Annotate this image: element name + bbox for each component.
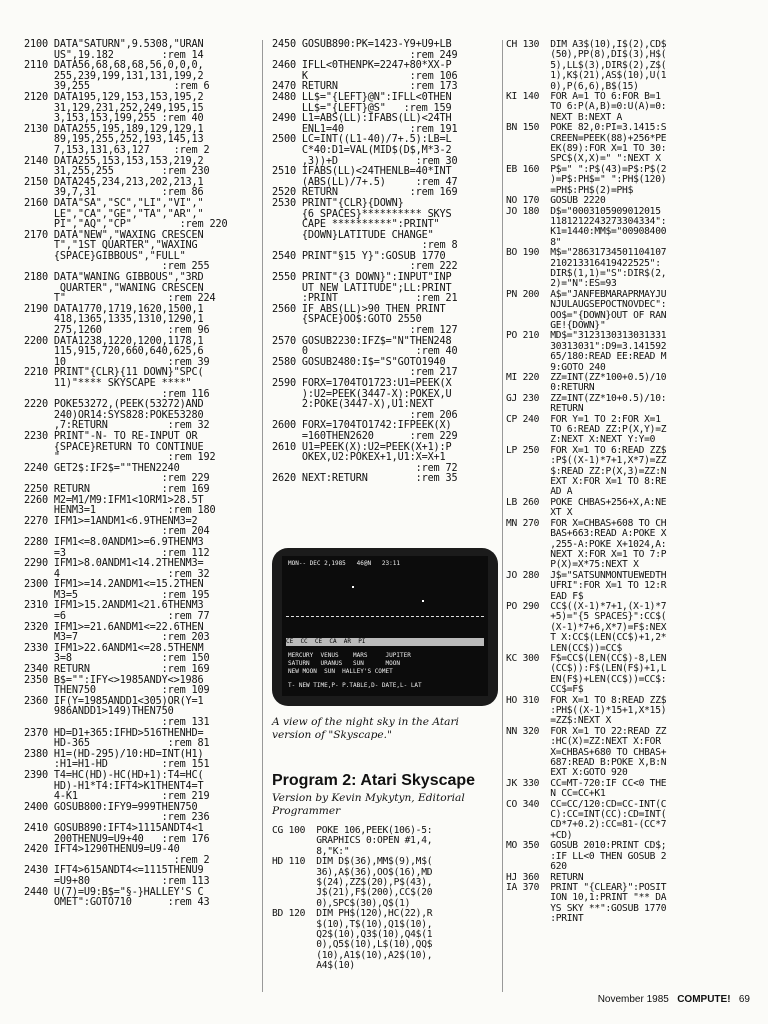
code-line: :rem 217: [272, 367, 458, 379]
code-line: GJ 230 ZZ=INT(ZZ*10+0.5)/10:: [506, 392, 667, 404]
code-line: C):CC=INT(CC):CD=INT(: [506, 809, 667, 821]
code-line: :rem 236: [24, 812, 210, 824]
code-line: 7,153,131,63,127 :rem 2: [24, 144, 210, 156]
code-line: EB 160 P$=" ":P$(43)=P$:P$(2: [506, 163, 667, 175]
code-line: 2310 IFM1>15.2ANDM1<21.6THENM3: [24, 600, 204, 612]
code-line: 0),P(6,6),B$(15): [506, 80, 639, 92]
code-line: JO 180 D$="0003105909012015: [506, 205, 661, 217]
code-line: HD 110 DIM D$(36),MM$(9),M$(: [272, 856, 433, 868]
code-line: {6 SPACES}********** SKYS: [272, 208, 452, 220]
code-line: 2110 DATA56,68,68,68,56,0,0,0,: [24, 60, 204, 72]
code-line: 0),Q5$(10),L$(10),QQ$: [272, 939, 433, 951]
code-line: 2180 DATA"WANING GIBBOUS","3RD: [24, 272, 204, 284]
code-line: MN 270 FOR X=CHBAS+608 TO CH: [506, 517, 667, 529]
code-line: 31,129,231,252,249,195,15: [24, 102, 204, 114]
code-line: :rem 72: [272, 462, 458, 474]
code-line: +CD): [506, 829, 573, 841]
code-line: ,3))+D :rem 30: [272, 155, 458, 167]
code-line: 687:READ B:POKE X,B:N: [506, 757, 667, 769]
code-line: :rem 8: [272, 240, 458, 252]
code-line: 2)="N":ES=93: [506, 278, 617, 290]
code-line: BAS+663:READ A:POKE X: [506, 528, 667, 540]
program-author: Version by Kevin Mykytyn, Editorial Programmer: [272, 792, 465, 817]
code-line: :HC(X)=ZZ:NEXT X:FOR: [506, 736, 661, 748]
code-line: CD*7+0.2):CC=81-(CC*7: [506, 819, 667, 831]
code-line: CC$=F$: [506, 684, 584, 696]
code-line: (ABS(LL)/7+.5) :rem 47: [272, 176, 458, 188]
code-line: 2270 IFM1>=1ANDM1<6.9THENM3=2: [24, 515, 198, 527]
code-line: C*40:D1=VAL(MID$(D$,M*3-2: [272, 144, 452, 156]
page-number: 69: [738, 994, 750, 1005]
code-line: N CC=CC+K1: [506, 788, 606, 800]
code-line: JO 280 J$="SATSUNMONTUEWEDTH: [506, 569, 667, 581]
code-line: 30313031":D9=3.141592: [506, 340, 667, 352]
code-line: 2520 RETURN :rem 169: [272, 187, 458, 199]
horizon-line: [286, 616, 484, 617]
code-line: 2550 PRINT"{3 DOWN}":INPUT"INP: [272, 272, 452, 284]
code-line: 1),K$(21),AS$(10),U(1: [506, 70, 667, 82]
code-line: K :rem 106: [272, 70, 458, 82]
star-dot: [422, 600, 424, 602]
code-line: =PH$:PH$(2)=PH$: [506, 184, 634, 196]
code-line: JK 330 CC=MT-720:IF CC<0 THE: [506, 777, 667, 789]
code-line: CAPE **********":PRINT": [272, 219, 440, 231]
code-line: CREEN=PEEK(88)+256*PE: [506, 132, 667, 144]
code-line: ,7:RETURN :rem 32: [24, 420, 210, 432]
code-line: :PRINT :rem 21: [272, 293, 458, 305]
code-line: :rem 116: [24, 388, 210, 400]
code-line: 2610 U1=PEEK(X):U2=PEEK(X+1):P: [272, 441, 452, 453]
code-line: 65/180:READ EE:READ M: [506, 351, 667, 363]
code-line: )=P$:PH$=" ":PH$(120): [506, 174, 667, 186]
code-line: 620: [506, 861, 567, 873]
code-line: 2170 DATA"NEW","WAXING CRESCEN: [24, 229, 204, 241]
code-line: TO 6:READ ZZ:P(X,Y)=Z: [506, 424, 667, 436]
code-line: CP 240 FOR Y=1 TO 2:FOR X=1: [506, 413, 661, 425]
code-line: OKEX,U2:POKEX+1,U1:X=X+1: [272, 452, 446, 464]
code-line: 0),SPC$(30),Q$(1): [272, 897, 411, 909]
code-line: LL$="{LEFT}@S" :rem 159: [272, 102, 452, 114]
screen-legend-3: NEW MOON SUN HALLEY'S COMET: [288, 668, 393, 675]
code-line: LE","CA","GE","TA","AR",": [24, 208, 204, 220]
code-line: :H1=H1-HD :rem 151: [24, 759, 210, 771]
code-line: LP 250 FOR X=1 TO 6:READ ZZ$: [506, 444, 667, 456]
code-line: BD 120 DIM PH$(120),HC(22),R: [272, 908, 433, 920]
code-line: 2120 DATA195,129,153,153,195,2: [24, 91, 204, 103]
code-line: Z:NEXT X:NEXT Y:Y=0: [506, 434, 656, 446]
code-line: A4$(10): [272, 960, 355, 972]
code-line: YS SKY **":GOSUB 1770: [506, 902, 667, 914]
code-line: 4-K1 :rem 219: [24, 791, 210, 803]
code-line: 2380 H1=(HD-295)/10:HD=INT(H1): [24, 748, 204, 760]
code-line: X=CHBAS+680 TO CHBAS+: [506, 746, 667, 758]
zodiac-bar: CE CC CE CA AR PI: [286, 638, 484, 646]
code-line: 36),A$(36),OO$(16),MD: [272, 866, 433, 878]
code-line: EN(F$)+LEN(CC$))=CC$:: [506, 673, 667, 685]
code-line: M3=5 :rem 195: [24, 589, 210, 601]
screenshot-caption: A view of the night sky in the Atari version of "Skyscape.": [272, 716, 459, 741]
code-line: ION 10,1:PRINT "** DA: [506, 892, 667, 904]
column-divider: [262, 40, 263, 992]
code-line: PI","AQ","CP" :rem 220: [24, 219, 228, 231]
code-line: :rem 127: [272, 325, 458, 337]
code-line: 2200 DATA1238,1220,1200,1178,1: [24, 335, 204, 347]
code-line: RETURN: [506, 403, 584, 415]
code-line: 2100 DATA"SATURN",9.5308,"URAN: [24, 39, 204, 50]
code-line: 39,255 :rem 6: [24, 81, 210, 93]
code-line: {SPACE}OO$:GOTO 2550: [272, 314, 422, 326]
code-line: 2230 PRINT"-N- TO RE-INPUT OR: [24, 430, 198, 442]
code-line: TO 6:P(A,B)=0:U(A)=0:: [506, 101, 667, 113]
code-line: 2360 IF(Y=1985ANDD1<305)OR(Y=1: [24, 695, 204, 707]
code-line: 2480 LL$="{LEFT}@N":IFLL<0THEN: [272, 91, 452, 103]
code-line: KC 300 F$=CC$(LEN(CC$)-8,LEN: [506, 652, 667, 664]
code-line: 2340 RETURN :rem 169: [24, 664, 210, 676]
code-line: 275,1260 :rem 96: [24, 325, 210, 337]
code-line: 2370 HD=D1+365:IFHD>516THENHD=: [24, 727, 204, 739]
star-dot: [352, 586, 354, 588]
code-line: 2390 T4=HC(HD)-HC(HD+1):T4=HC(: [24, 769, 204, 781]
code-line: HENM3=1 :rem 180: [24, 505, 216, 517]
code-line: 2450 GOSUB890:PK=1423-Y9+U9+LB: [272, 39, 452, 50]
code-line: $(10),T$(10),Q1$(10),: [272, 918, 433, 930]
code-line: CH 130 DIM A3$(10),I$(2),CD$: [506, 39, 667, 50]
code-line: 200THENU9=U9+40 :rem 176: [24, 833, 210, 845]
code-line: 2430 IFT4>615ANDT4<=1115THENU9: [24, 865, 204, 877]
listing-column-3: [506, 40, 756, 925]
code-line: 2500 LC=INT((L1-40)/7+.5):LB=L: [272, 134, 452, 146]
code-line: 2250 RETURN :rem 169: [24, 483, 210, 495]
code-line: =3 :rem 112: [24, 547, 210, 559]
code-line: :rem 204: [24, 526, 210, 538]
code-line: NEXT B:NEXT A: [506, 111, 623, 123]
code-line: PO 290 CC$((X-1)*7+1,(X-1)*7: [506, 600, 667, 612]
code-line: ):U2=PEEK(3447-X):POKEX,U: [272, 388, 452, 400]
code-line: J$(21),F$(200),CC$(20: [272, 887, 433, 899]
code-line: NJULAUGSEPOCTNOVDEC":: [506, 299, 667, 311]
code-line: 2290 IFM1>8.0ANDM1<14.2THENM3=: [24, 558, 204, 570]
code-line: (10),A1$(10),A2$(10),: [272, 949, 433, 961]
code-line: IA 370 PRINT "{CLEAR}":POSIT: [506, 881, 667, 893]
code-line: EAD F$: [506, 590, 584, 602]
code-line: 2410 GOSUB890:IFT4>1115ANDT4<1: [24, 822, 204, 834]
code-line: 2560 IF ABS(LL)>90 THEN PRINT: [272, 303, 446, 315]
code-line: P(X)=X*75:NEXT X: [506, 559, 639, 571]
code-line: PN 200 A$="JANFEBMARAPRMAYJU: [506, 288, 667, 300]
program-title: Program 2: Atari Skyscape: [272, 772, 476, 789]
code-line: 2420 IFT4>1290THENU9=U9-40: [24, 844, 180, 856]
code-line: HD-365 :rem 81: [24, 738, 210, 750]
code-line: EXT X:GOTO 920: [506, 767, 628, 779]
column-divider: [502, 40, 503, 992]
code-line: 2280 IFM1<=8.0ANDM1>=6.9THENM3: [24, 536, 204, 548]
code-line: 2530 PRINT"{CLR}{DOWN}: [272, 197, 404, 209]
code-line: HJ 360 RETURN: [506, 871, 584, 883]
code-line: CO 340 CC=CC/120:CD=CC-INT(C: [506, 798, 667, 810]
code-line: US",19.182 :rem 14: [24, 49, 204, 61]
code-line: OMET":GOTO710 :rem 43: [24, 897, 210, 909]
atari-screenshot: [272, 548, 498, 706]
code-line: BO 190 M$="28631734501104107: [506, 247, 667, 259]
code-line: 2540 PRINT"§15 Y}":GOSUB 1770: [272, 250, 446, 262]
issue-date: November 1985: [597, 994, 669, 1005]
code-line: $:READ ZZ:P(X,3)=ZZ:N: [506, 465, 667, 477]
code-line: 11)"**** SKYSCAPE ****": [24, 378, 192, 389]
code-line: ENL1=40 :rem 191: [272, 123, 458, 135]
code-line: (CC$)):F$(LEN(F$)+1,L: [506, 663, 667, 675]
code-line: 255,239,199,131,131,199,2: [24, 70, 204, 82]
code-line: 2160 DATA"SA","SC","LI","VI",": [24, 197, 204, 209]
screen-header: MON-- DEC 2,1985 46@N 23:11: [288, 560, 400, 567]
code-line: GRAPHICS 0:OPEN #1,4,: [272, 835, 433, 847]
code-line: AD A: [506, 486, 573, 498]
code-line: 3,153,153,199,255 :rem 40: [24, 113, 204, 125]
code-line: UFRI":FOR X=1 TO 12:R: [506, 580, 667, 592]
code-line: 2350 B$="":IFY<>1985ANDY<>1986: [24, 674, 204, 686]
code-line: 89,195,255,252,193,145,13: [24, 134, 204, 146]
listing-column-2: [272, 40, 498, 485]
code-line: Q2$(10),Q3$(10),Q4$(1: [272, 929, 433, 941]
code-line: 2130 DATA255,195,189,129,129,1: [24, 123, 204, 135]
code-line: 2220 POKE53272,(PEEK(53272)AND: [24, 399, 204, 411]
code-line: XT X: [506, 507, 573, 519]
code-line: 4 :rem 32: [24, 568, 210, 580]
code-line: :rem 2: [24, 854, 210, 866]
code-line: 9:GOTO 240: [506, 361, 606, 373]
code-line: :rem 131: [24, 717, 210, 728]
code-line: 2510 IFABS(LL)<24THENLB=40*INT: [272, 166, 452, 178]
code-line: 2330 IFM1>22.6ANDM1<=28.5THENM: [24, 642, 204, 654]
code-line: 2320 IFM1>=21.6ANDM1<=22.6THEN: [24, 621, 204, 633]
code-line: NO 170 GOSUB 2220: [506, 195, 606, 207]
screen-footer: T- NEW TIME,P- P.TABLE,D- DATE,L- LAT: [288, 682, 422, 689]
code-line: GE!{DOWN}": [506, 319, 606, 331]
code-line: 2590 FORX=1704TO1723:U1=PEEK(X: [272, 378, 452, 389]
code-line: =U9+80 :rem 113: [24, 875, 210, 887]
code-line: NEXT X:FOR X=1 TO 7:P: [506, 548, 667, 560]
code-line: :P$((X-1)*7+1,X*7)=ZZ: [506, 455, 667, 467]
code-line: 1181212243273304334":: [506, 215, 667, 227]
code-line: 2600 FORX=1704TO1742:IFPEEK(X): [272, 420, 452, 432]
code-line: 2300 IFM1>=14.2ANDM1<=15.2THEN: [24, 579, 204, 591]
code-line: 2210 PRINT"{CLR}{11 DOWN}"SPC(: [24, 367, 204, 379]
code-line: THEN750 :rem 109: [24, 685, 210, 697]
code-line: :rem 222: [272, 261, 458, 273]
code-line: {SPACE}RETURN TO CONTINUE: [24, 441, 204, 453]
code-line: MI 220 ZZ=INT(ZZ*100+0.5)/10: [506, 372, 667, 383]
code-line: (X-1)*7+6,X*7)=F$:NEX: [506, 621, 667, 633]
code-line: :IF LL<0 THEN GOSUB 2: [506, 850, 667, 862]
code-line: 2620 NEXT:RETURN :rem 35: [272, 473, 458, 485]
code-line: T X:CC$(LEN(CC$)+1,2*: [506, 632, 667, 644]
code-line: 986ANDD1>149)THEN750: [24, 706, 174, 718]
code-line: :rem 229: [24, 473, 210, 485]
code-line: 5),LL$(3),DIR$(2),Z$(: [506, 59, 667, 71]
screen-display: [282, 556, 488, 696]
code-line: 2150 DATA245,234,213,202,213,1: [24, 176, 204, 188]
code-line: KI 140 FOR A=1 TO 6:FOR B=1: [506, 91, 661, 103]
code-line: T","1ST QUARTER","WAXING: [24, 240, 198, 252]
code-line: :PRINT: [506, 913, 584, 925]
code-line: :rem 255: [24, 261, 210, 273]
code-line: 2140 DATA255,153,153,153,219,2: [24, 155, 204, 167]
code-line: MO 350 GOSUB 2010:PRINT CD$;: [506, 840, 667, 852]
code-line: CG 100 POKE 106,PEEK(106)-5:: [272, 825, 433, 836]
code-line: {SPACE}GIBBOUS","FULL": [24, 250, 186, 262]
code-line: OO$="{DOWN}OUT OF RAN: [506, 309, 667, 321]
code-line: LB 260 POKE CHBAS+256+X,A:NE: [506, 496, 667, 508]
code-line: 2240 GET2$:IF2$=""THEN2240: [24, 462, 180, 474]
code-line: =ZZ$:NEXT X: [506, 715, 611, 727]
code-line: ,255-A:POKE X+1024,A:: [506, 538, 667, 550]
code-line: DIR$(1,1)="S":DIR$(2,: [506, 267, 667, 279]
code-line: :rem 249: [272, 49, 458, 61]
listing-column-2-lower: [272, 826, 498, 972]
code-line: 8,"K:": [272, 845, 350, 857]
code-line: EXT X:FOR X=1 TO 8:RE: [506, 476, 667, 488]
code-line: {DOWN}LATITUDE CHANGE": [272, 229, 434, 241]
code-line: 210213316419422525":: [506, 257, 661, 269]
code-line: :PH$((X-1)*15+1,X*15): [506, 705, 667, 716]
code-line: 39,7,31 :rem 86: [24, 187, 204, 199]
code-line: SPC$(X,X)=" ":NEXT X: [506, 153, 661, 165]
code-line: HO 310 FOR X=1 TO 8:READ ZZ$: [506, 694, 667, 706]
code-line: M3=7 :rem 203: [24, 632, 210, 644]
code-line: 2190 DATA1770,1719,1620,1500,1: [24, 303, 204, 315]
code-line: 0 :rem 40: [272, 346, 458, 358]
code-line: 2400 GOSUB800:IFY9=999THEN750: [24, 801, 198, 813]
code-line: (50),PP(8),DI$(3),H$(: [506, 49, 667, 61]
code-line: NN 320 FOR X=1 TO 22:READ ZZ: [506, 725, 667, 737]
code-line: " :rem 192: [24, 452, 216, 464]
screen-legend-1: MERCURY VENUS MARS JUPITER: [288, 652, 411, 659]
code-line: BN 150 POKE 82,0:PI=3.1415:S: [506, 122, 667, 134]
code-line: QUARTER","WANING CRESCEN: [24, 282, 204, 294]
code-line: 2570 GOSUB2230:IFZ$="N"THEN248: [272, 335, 452, 347]
code-line: 2:POKE(3447-X),U1:NEXT: [272, 399, 434, 411]
code-line: 8": [506, 236, 562, 248]
code-line: T" :rem 224: [24, 293, 216, 305]
code-line: LEN(CC$))=CC$: [506, 642, 623, 654]
code-line: 240)OR14:SYS828:POKE53280: [24, 409, 204, 421]
code-line: 115,915,720,660,640,625,6: [24, 346, 204, 358]
code-line: =6 :rem 77: [24, 611, 210, 623]
code-line: 31,255,255 :rem 230: [24, 166, 210, 178]
code-line: PO 210 MD$="3123130313031331: [506, 330, 667, 342]
listing-column-1: [24, 40, 256, 909]
code-line: 2260 M2=M1/M9:IFM1<1ORM1>28.5T: [24, 494, 204, 506]
code-line: :rem 206: [272, 409, 458, 421]
code-line: 2490 L1=ABS(LL):IFABS(LL)<24TH: [272, 113, 452, 125]
code-line: +5)="{5 SPACES}":CC$(: [506, 611, 667, 623]
code-line: 3=8 :rem 150: [24, 653, 210, 665]
code-line: 2470 RETURN :rem 173: [272, 81, 458, 93]
code-line: 2460 IFLL<0THENPK=2247+80*XX-P: [272, 60, 452, 72]
screen-legend-2: SATURN URANUS SUN MOON: [288, 660, 400, 667]
code-line: K1=1440:MM$="00908400: [506, 226, 667, 238]
code-line: $(24),ZZ$(20),P$(43),: [272, 877, 433, 889]
magazine-name: COMPUTE!: [677, 994, 731, 1005]
code-line: 0:RETURN: [506, 382, 595, 394]
page-footer: [560, 994, 750, 1005]
code-line: 2580 GOSUB2480:I$="S"GOTO1940: [272, 356, 446, 368]
code-line: EK(89):FOR X=1 TO 30:: [506, 143, 667, 155]
code-line: =160THEN2620 :rem 229: [272, 430, 458, 442]
code-line: HD)-H1*T4:IFT4>K1THENT4=T: [24, 780, 204, 792]
code-line: 10 :rem 39: [24, 356, 210, 368]
code-line: 2440 U(7)=U9:B$="§-}HALLEY'S C: [24, 886, 204, 898]
code-line: UT NEW LATITUDE";LL:PRINT: [272, 282, 452, 294]
code-line: 418,1365,1335,1310,1290,1: [24, 314, 204, 326]
